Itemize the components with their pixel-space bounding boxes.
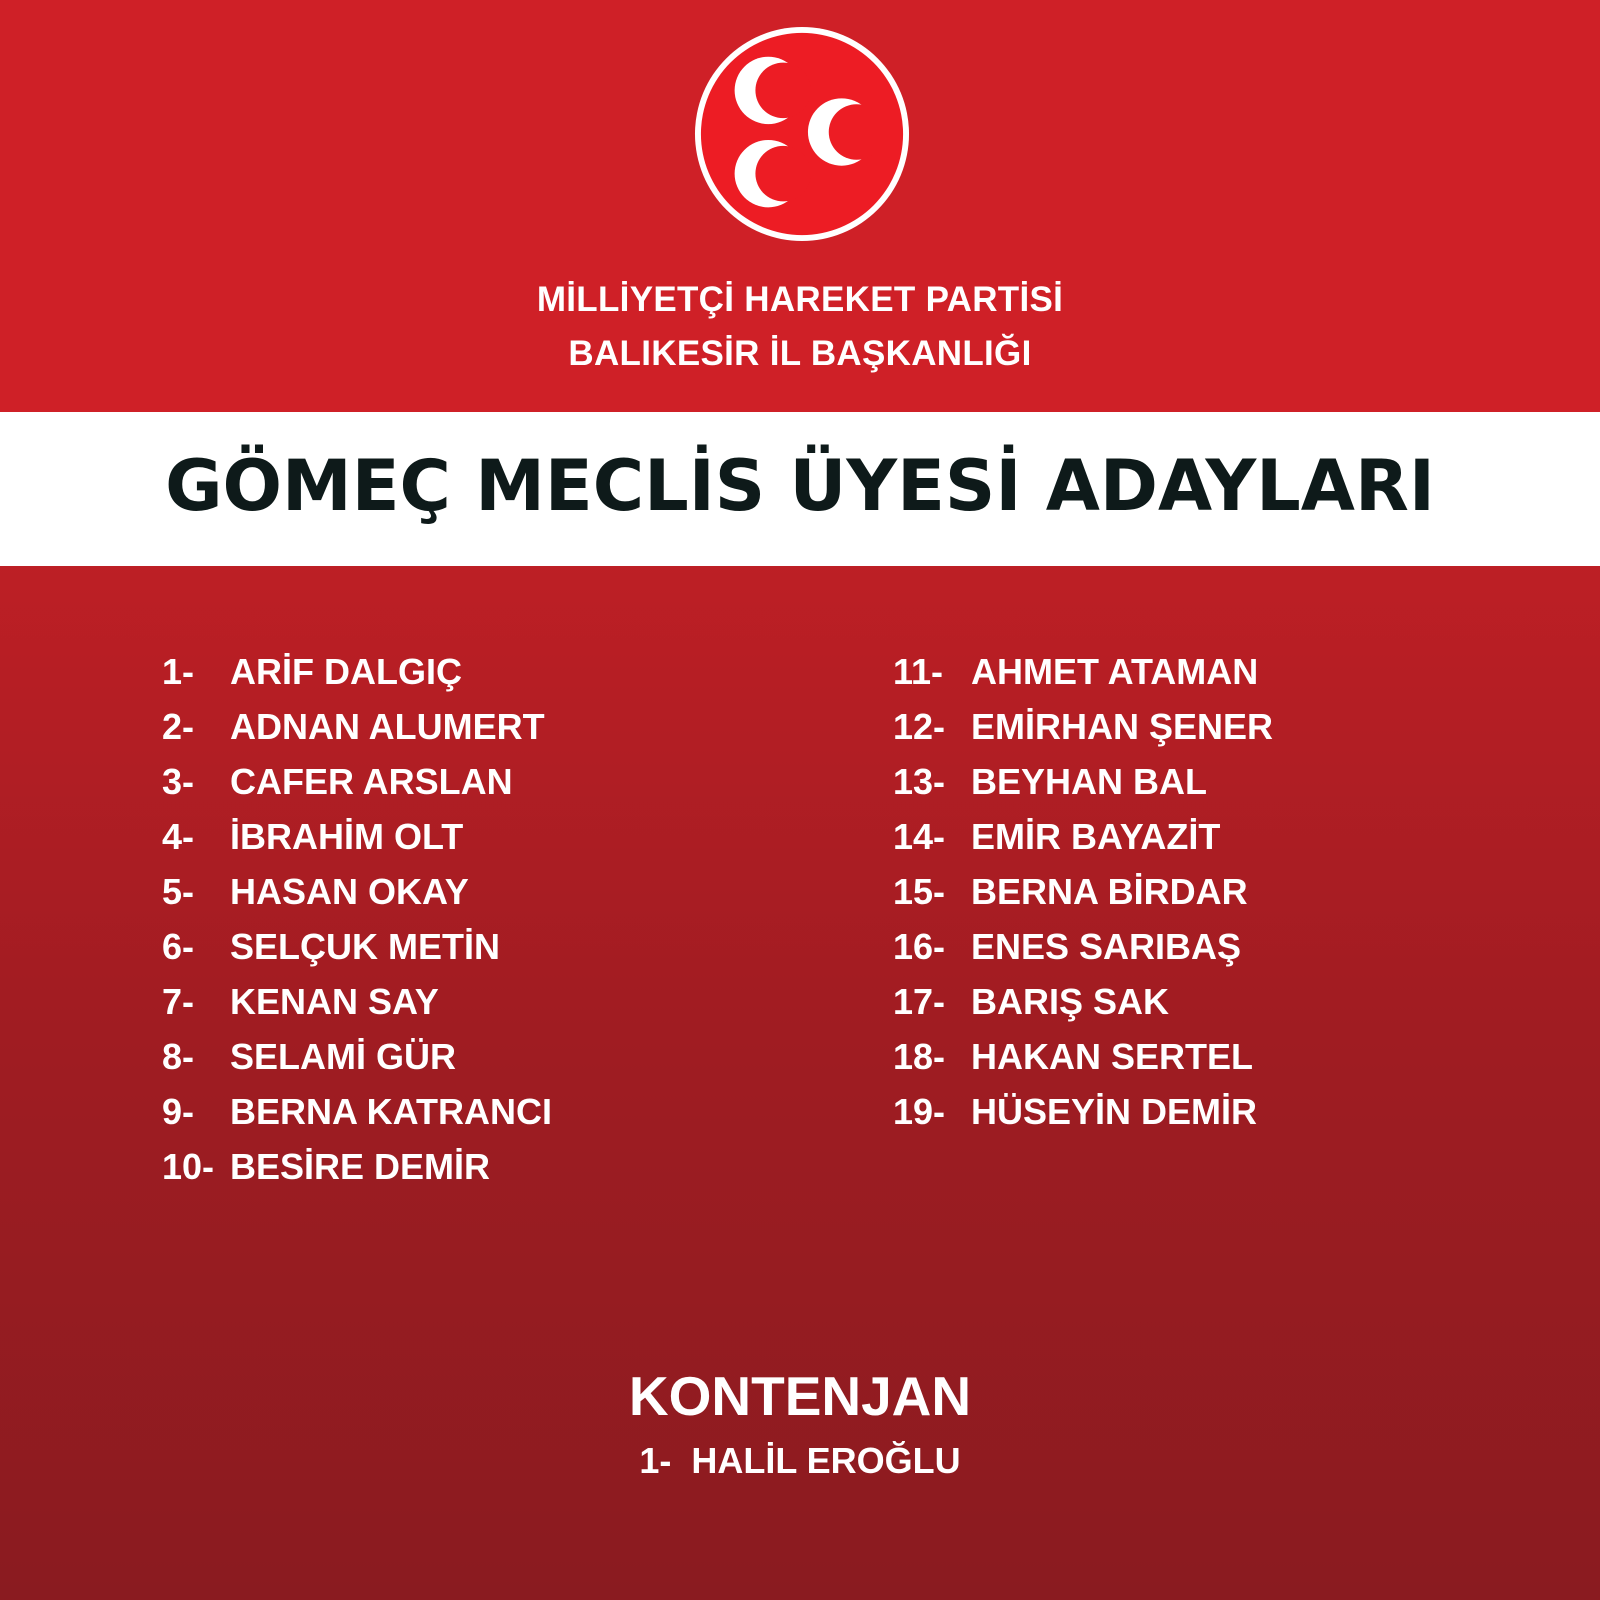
title-band [0,412,1600,566]
candidate-number: 3- [162,761,195,802]
candidate-number: 4- [162,816,195,857]
candidate-number: 12- [893,706,946,747]
candidate-name: HÜSEYİN DEMİR [971,1091,1258,1132]
header-band [0,0,1600,412]
candidate-name: BARIŞ SAK [971,981,1170,1022]
candidate-name: İBRAHİM OLT [230,816,464,857]
quota-heading: KONTENJAN [628,1365,972,1427]
candidate-number: 18- [893,1036,946,1077]
page-title: GÖMEÇ MECLİS ÜYESİ ADAYLARI [165,445,1435,527]
candidate-name: ENES SARIBAŞ [971,926,1242,967]
candidate-name: BESİRE DEMİR [230,1146,491,1187]
candidate-name: SELÇUK METİN [230,926,500,967]
candidate-name: EMİRHAN ŞENER [971,706,1274,747]
three-crescents-logo-icon [693,25,911,243]
candidate-name: AHMET ATAMAN [971,651,1259,692]
candidate-number: 14- [893,816,946,857]
candidate-name: ARİF DALGIÇ [230,651,462,692]
candidate-number: 9- [162,1091,195,1132]
candidate-name: BERNA BİRDAR [971,871,1248,912]
candidate-number: 13- [893,761,946,802]
candidate-number: 1- [162,651,195,692]
candidate-name: ADNAN ALUMERT [230,706,545,747]
candidate-name: HAKAN SERTEL [971,1036,1254,1077]
candidate-name: CAFER ARSLAN [230,761,513,802]
candidate-name: KENAN SAY [230,981,439,1022]
org-branch: BALIKESİR İL BAŞKANLIĞI [568,334,1032,373]
candidate-number: 2- [162,706,195,747]
candidate-number: 16- [893,926,946,967]
candidate-name: EMİR BAYAZİT [971,816,1221,857]
candidate-name: HASAN OKAY [230,871,469,912]
candidates-section [0,566,1600,1600]
quota-entry: 1- HALİL EROĞLU [639,1440,961,1481]
org-name: MİLLİYETÇİ HAREKET PARTİSİ [536,280,1064,319]
candidate-number: 5- [162,871,195,912]
candidate-number: 17- [893,981,946,1022]
candidate-name: BEYHAN BAL [971,761,1208,802]
candidate-number: 7- [162,981,195,1022]
candidate-name: BERNA KATRANCI [230,1091,552,1132]
candidate-number: 19- [893,1091,946,1132]
candidate-name: SELAMİ GÜR [230,1036,457,1077]
candidate-number: 6- [162,926,195,967]
candidate-number: 8- [162,1036,195,1077]
candidate-number: 11- [893,651,944,692]
candidate-number: 10- [162,1146,215,1187]
candidate-number: 15- [893,871,946,912]
